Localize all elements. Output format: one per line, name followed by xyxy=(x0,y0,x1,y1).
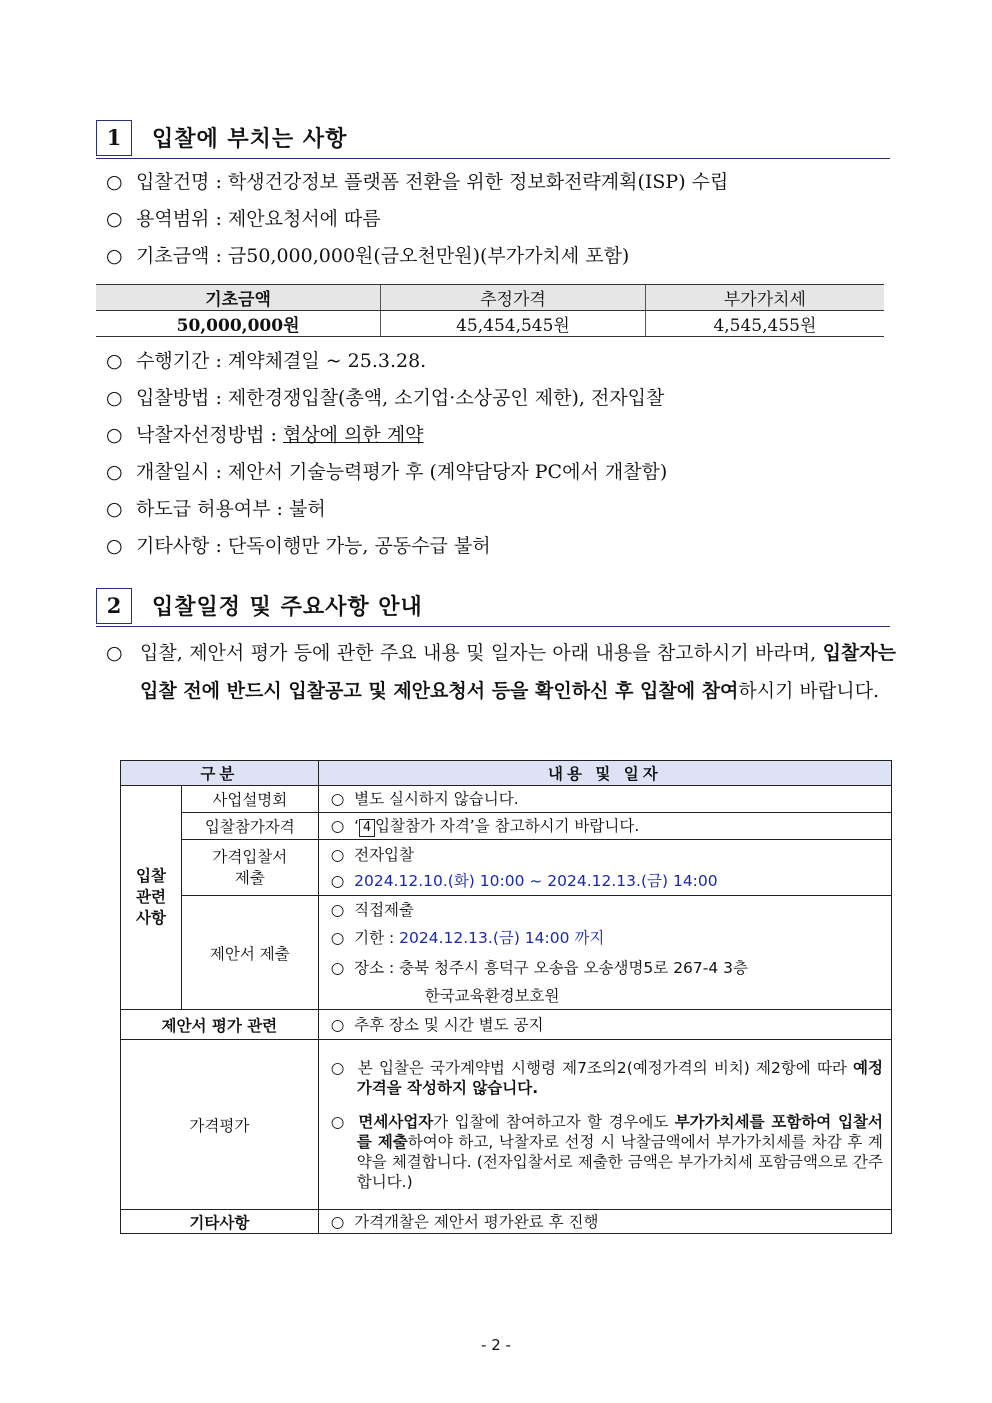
reference-number-box: 4 xyxy=(359,819,375,837)
list-item: ○ 수행기간 : 계약체결일 ~ 25.3.28. xyxy=(106,350,427,372)
row-label: 기타사항 xyxy=(121,1210,319,1234)
table-header: 부가가치세 xyxy=(645,285,884,311)
list-item: ○ 입찰방법 : 제한경쟁입찰(총액, 소기업·소상공인 제한), 전자입찰 xyxy=(106,387,665,409)
table-cell: 50,000,000원 xyxy=(96,311,381,337)
list-item: ○ 하도급 허용여부 : 불허 xyxy=(106,498,326,520)
table-header: 내용 및 일자 xyxy=(318,761,891,786)
table-cell: ○ 추후 장소 및 시간 별도 공지 xyxy=(318,1010,891,1040)
list-item: ○ 낙찰자선정방법 : 협상에 의한 계약 xyxy=(106,424,424,446)
list-item: ○ 개찰일시 : 제안서 기술능력평가 후 (계약담당자 PC에서 개찰함) xyxy=(106,461,668,483)
row-label: 사업설명회 xyxy=(181,786,318,813)
price-table xyxy=(96,284,884,337)
table-cell: ○ 별도 실시하지 않습니다. xyxy=(318,786,891,813)
intro-paragraph: ○ 입찰, 제안서 평가 등에 관한 주요 내용 및 일자는 아래 내용을 참고하시기 바라며, 입찰자는 입찰 전에 반드시 입찰공고 및 제안요청서 등을 확인하신 후 입찰에 참여하시기 바랍니다. xyxy=(106,642,896,702)
table-cell: ○ 본 입찰은 국가계약법 시행령 제7조의2(예정가격의 비치) 제2항에 따라 예정가격을 작성하지 않습니다. ○ 면세사업자가 입찰에 참여하고자 할 경우에도 부가가치세를 포함하여 입찰서를 제출하여야 하고, 낙찰자로 선정 시 낙찰금액에서 부가가치세를 차감 후 계약을 체결합니다. (전자입찰서로 제출한 금액은 부가가치세 포함금액으로 간주합니다.) xyxy=(318,1040,891,1210)
section-1-header xyxy=(96,120,890,159)
row-label: 가격입찰서 제출 xyxy=(181,840,318,896)
page-number: - 2 - xyxy=(481,1336,511,1354)
section-number: 1 xyxy=(96,120,132,156)
table-cell: ○ 전자입찰 ○ 2024.12.10.(화) 10:00 ~ 2024.12.13.(금) 14:00 xyxy=(318,840,891,896)
section-title: 입찰일정 및 주요사항 안내 xyxy=(152,594,423,620)
schedule-table xyxy=(120,760,892,1234)
list-item: ○ 입찰건명 : 학생건강정보 플랫폼 전환을 위한 정보화전략계획(ISP) 수립 xyxy=(106,171,729,193)
list-item: ○ 용역범위 : 제안요청서에 따름 xyxy=(106,208,381,230)
table-header: 구분 xyxy=(121,761,319,786)
section-number: 2 xyxy=(96,588,132,624)
row-label: 입찰참가자격 xyxy=(181,813,318,840)
row-label: 제안서 평가 관련 xyxy=(121,1010,319,1040)
table-cell: ○ ‘ 4 입찰참가 자격’을 참고하시기 바랍니다. xyxy=(318,813,891,840)
table-cell: 4,545,455원 xyxy=(645,311,884,337)
row-label: 제안서 제출 xyxy=(181,896,318,1010)
list-item: ○ 기초금액 : 금50,000,000원(금오천만원)(부가가치세 포함) xyxy=(106,245,630,267)
list-item: ○ 기타사항 : 단독이행만 가능, 공동수급 불허 xyxy=(106,535,491,557)
group-label: 입찰 관련 사항 xyxy=(121,786,182,1010)
table-header: 추정가격 xyxy=(381,285,646,311)
section-2-header xyxy=(96,588,890,627)
table-header: 기초금액 xyxy=(96,285,381,311)
table-cell: 45,454,545원 xyxy=(381,311,646,337)
section-title: 입찰에 부치는 사항 xyxy=(152,126,348,152)
table-cell: ○ 가격개찰은 제안서 평가완료 후 진행 xyxy=(318,1210,891,1234)
table-cell: ○ 직접제출 ○ 기한 : 2024.12.13.(금) 14:00 까지 ○ 장소 : 충북 청주시 흥덕구 오송읍 오송생명5로 267-4 3층 한국교육환경보호원 xyxy=(318,896,891,1010)
row-label: 가격평가 xyxy=(121,1040,319,1210)
